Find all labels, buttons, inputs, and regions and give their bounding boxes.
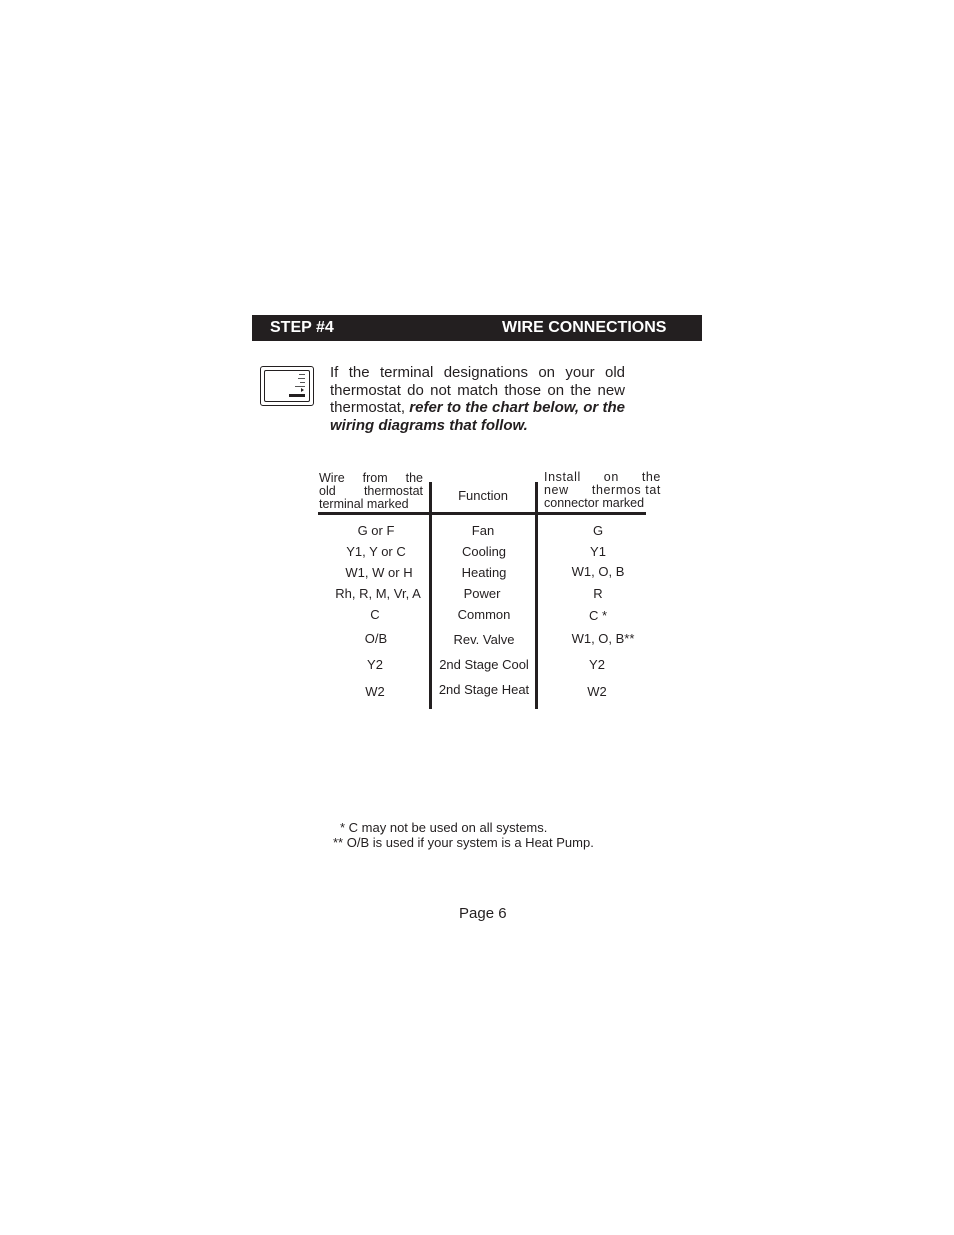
step-header-bar [252, 315, 702, 341]
header-word: thermostat [363, 484, 423, 498]
cell-new-terminal: W2 [587, 684, 607, 699]
cell-old-terminal: C [370, 607, 380, 622]
intro-paragraph [330, 364, 625, 434]
header-word: from [362, 471, 388, 485]
cell-function: Rev. Valve [453, 632, 515, 647]
cell-old-terminal: Y1, Y or C [346, 544, 406, 559]
cell-old-terminal: Rh, R, M, Vr, A [335, 586, 421, 601]
cell-old-terminal: O/B [364, 631, 388, 646]
cell-new-terminal: W1, O, B** [571, 631, 635, 646]
cell-old-terminal: W2 [365, 684, 385, 699]
footnote-c: * C may not be used on all systems. [340, 820, 548, 835]
cell-function: Common [457, 607, 511, 622]
header-word: Wire [319, 471, 345, 485]
table-column-divider-right [535, 482, 538, 709]
footnote-ob: ** O/B is used if your system is a Heat Pump. [333, 835, 594, 850]
cell-old-terminal: W1, W or H [345, 565, 413, 580]
table-column-divider-left [429, 482, 432, 709]
cell-old-terminal: Y2 [367, 657, 383, 672]
thermostat-icon [260, 366, 314, 406]
page-number: Page 6 [459, 905, 507, 922]
header-word: connector marked [544, 496, 645, 510]
cell-function: 2nd Stage Heat [438, 682, 530, 697]
header-word: thermos tat [591, 483, 661, 497]
cell-new-terminal: C * [588, 608, 608, 623]
intro-text: If the terminal designations on your old thermostat do not match those on the new thermostat, [330, 364, 625, 416]
cell-new-terminal: Y2 [589, 657, 605, 672]
header-word: the [641, 470, 661, 484]
header-new-connector [544, 471, 661, 510]
header-old-line-3 [319, 498, 423, 511]
cell-new-terminal: G [592, 523, 604, 538]
table-header-rule [318, 512, 646, 515]
header-word: terminal marked [319, 497, 409, 511]
header-word: the [405, 471, 423, 485]
cell-function: Cooling [461, 544, 507, 559]
header-old-terminal [319, 472, 423, 511]
cell-new-terminal: W1, O, B [571, 564, 625, 579]
cell-function: 2nd Stage Cool [439, 657, 529, 672]
header-function: Function [458, 488, 508, 503]
cell-new-terminal: R [593, 586, 603, 601]
cell-function: Power [463, 586, 501, 601]
cell-function: Fan [471, 523, 495, 538]
intro-emphasis: refer to the chart below, or the wiring diagrams that follow. [330, 399, 626, 434]
cell-function: Heating [461, 565, 507, 580]
cell-old-terminal: G or F [357, 523, 395, 538]
header-word: old [319, 484, 336, 498]
section-title: WIRE CONNECTIONS [502, 319, 667, 336]
header-word: on [603, 470, 619, 484]
step-number: STEP #4 [270, 319, 334, 336]
cell-new-terminal: Y1 [590, 544, 606, 559]
header-word: new [544, 483, 569, 497]
header-new-line-3 [544, 497, 661, 510]
header-word: Install [544, 470, 581, 484]
